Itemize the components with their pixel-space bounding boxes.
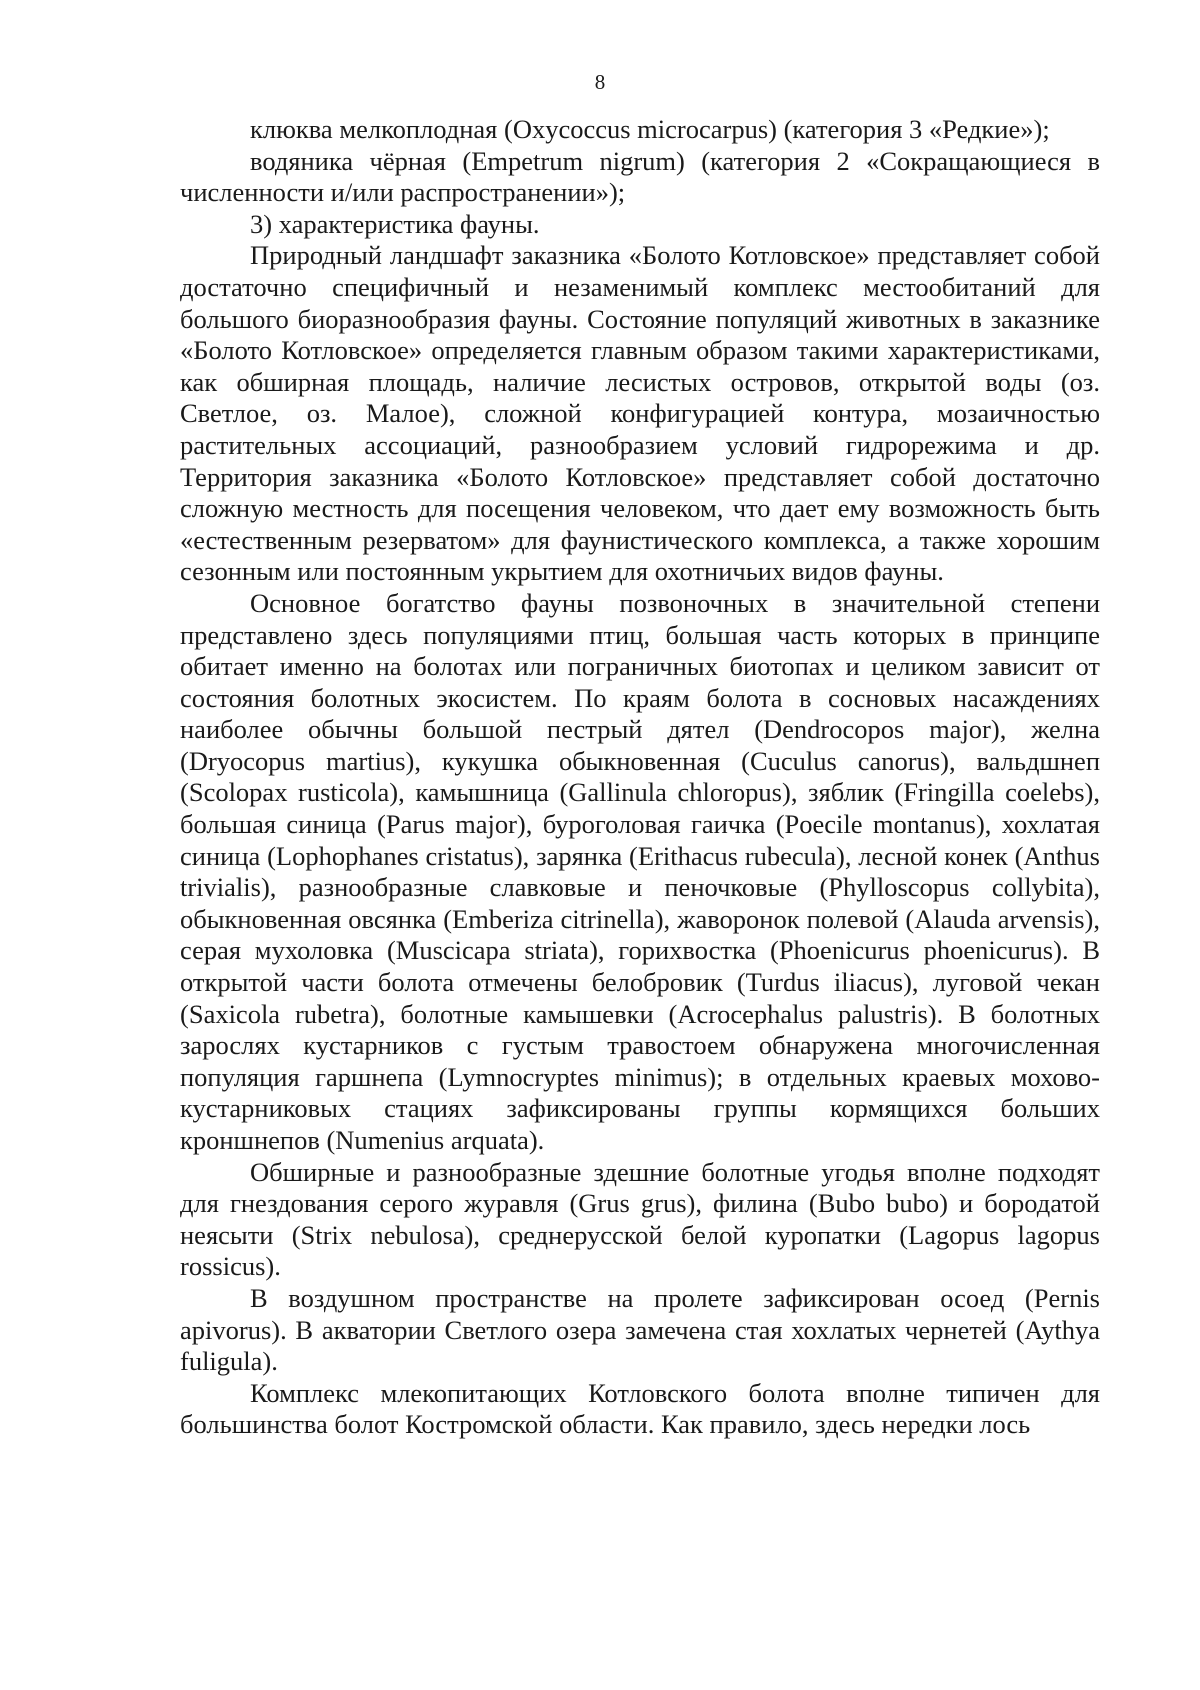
paragraph-airspace: В воздушном пространстве на пролете зафиксирован осоед (Pernis apivorus). В акватории Светлого озера замечена стая хохлатых чернетей (Aythya fuligula).: [180, 1282, 1100, 1377]
paragraph-cranberry: клюква мелкоплодная (Oxycoccus microcarpus) (категория 3 «Редкие»);: [250, 114, 1050, 144]
document-body: [180, 114, 1100, 1441]
paragraph-landscape: Природный ландшафт заказника «Болото Котловское» представляет собой достаточно специфичный и незаменимый комплекс местообитаний для большого биоразнообразия фауны. Состояние популяций животных в заказнике «Болото Котловское» определяется главным образом такими характеристиками, как обширная площадь, наличие лесистых островов, открытой воды (оз. Светлое, оз. Малое), сложной конфигурацией контура, мозаичностью растительных ассоциаций, разнообразием условий гидрорежима и др. Территория заказника «Болото Котловское» представляет собой достаточно сложную местность для посещения человеком, что дает ему возможность быть «естественным резерватом» для фаунистического комплекса, а также хорошим сезонным или постоянным укрытием для охотничьих видов фауны.: [180, 240, 1100, 587]
paragraph-wetlands: Обширные и разнообразные здешние болотные угодья вполне подходят для гнездования серого журавля (Grus grus), филина (Bubo bubo) и бородатой неясыти (Strix nebulosa), среднерусской белой куропатки (Lagopus lagopus rossicus).: [180, 1156, 1100, 1282]
paragraph-crowberry: водяника чёрная (Empetrum nigrum) (категория 2 «Сокращающиеся в численности и/или распространении»);: [180, 145, 1100, 208]
paragraph-mammals: Комплекс млекопитающих Котловского болота вполне типичен для большинства болот Костромской области. Как правило, здесь нередки лось: [180, 1377, 1100, 1440]
paragraph-birds: Основное богатство фауны позвоночных в значительной степени представлено здесь популяциями птиц, большая часть которых в принципе обитает именно на болотах или пограничных биотопах и целиком зависит от состояния болотных экосистем. По краям болота в сосновых насаждениях наиболее обычны большой пестрый дятел (Dendrocopos major), желна (Dryocopus martius), кукушка обыкновенная (Cuculus canorus), вальдшнеп (Scolopax rusticola), камышница (Gallinula chloropus), зяблик (Fringilla coelebs), большая синица (Parus major), буроголовая гаичка (Poecile montanus), хохлатая синица (Lophophanes cristatus), зарянка (Erithacus rubecula), лесной конек (Anthus trivialis), разнообразные славковые и пеночковые (Phylloscopus collybita), обыкновенная овсянка (Emberiza citrinella), жаворонок полевой (Alauda arvensis), серая мухоловка (Muscicapa striata), горихвостка (Phoenicurus phoenicurus). В открытой части болота отмечены белобровик (Turdus iliacus), луговой чекан (Saxicola rubetra), болотные камышевки (Acrocephalus palustris). В болотных зарослях кустарников с густым травостоем обнаружена многочисленная популяция гаршнепа (Lymnocryptes minimus); в отдельных краевых мохово-кустарниковых стациях зафиксированы группы кормящихся больших кроншнепов (Numenius arquata).: [180, 587, 1100, 1155]
paragraph-fauna-heading: 3) характеристика фауны.: [250, 208, 540, 239]
page-number: 8: [594, 70, 606, 94]
